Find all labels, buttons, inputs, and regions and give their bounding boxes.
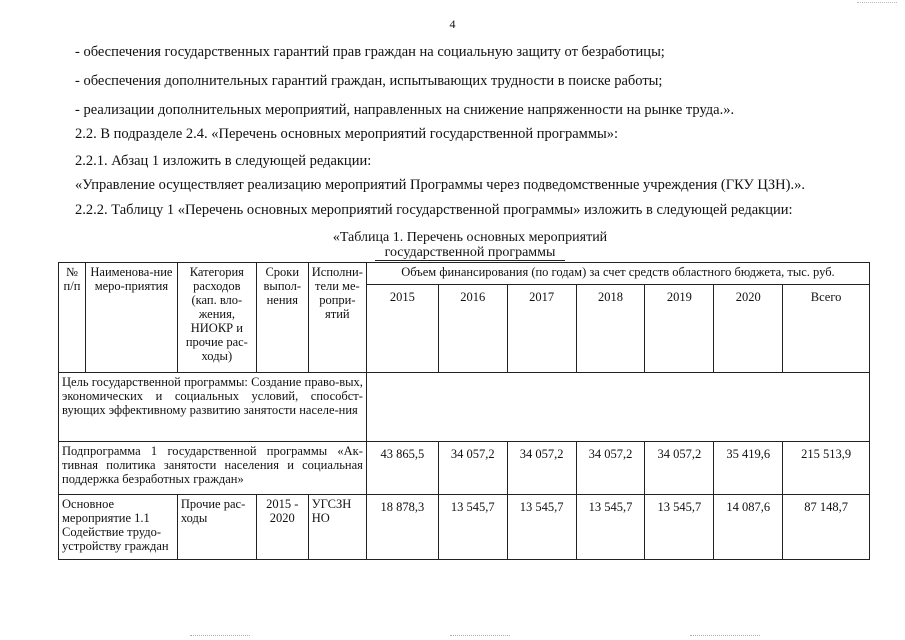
header-name: Наименова-ние меро-приятия	[85, 263, 177, 373]
value-cell: 13 545,7	[507, 495, 576, 560]
paragraph-1: - обеспечения государственных гарантий прав граждан на социальную защиту от безработицы;	[75, 44, 665, 60]
paragraph-5: 2.2.1. Абзац 1 изложить в следующей редакции:	[75, 153, 372, 169]
value-cell: 34 057,2	[507, 442, 576, 495]
header-num: № п/п	[59, 263, 86, 373]
measure-term-cell: 2015 - 2020	[256, 495, 308, 560]
paragraph-3: - реализации дополнительных мероприятий, направленных на снижение напряженности на рынке труда.».	[75, 102, 735, 118]
value-cell: 34 057,2	[576, 442, 645, 495]
goal-empty-cell	[366, 373, 869, 442]
value-cell: 34 057,2	[438, 442, 507, 495]
goal-cell: Цель государственной программы: Создание право-вых, экономических и социальных условий, способст-вующих эффективному развитию занятости населе-ния	[59, 373, 367, 442]
total-cell: 87 148,7	[783, 495, 870, 560]
total-cell: 215 513,9	[783, 442, 870, 495]
year-header: 2020	[714, 285, 783, 373]
year-header: 2018	[576, 285, 645, 373]
header-category: Категория расходов (кап. вло-жения, НИОКР и прочие рас-ходы)	[177, 263, 256, 373]
goal-row	[59, 373, 870, 442]
value-cell: 34 057,2	[645, 442, 714, 495]
header-executor: Исполни-тели ме-ропри-ятий	[308, 263, 366, 373]
value-cell: 35 419,6	[714, 442, 783, 495]
total-header: Всего	[783, 285, 870, 373]
paragraph-2: - обеспечения дополнительных гарантий граждан, испытывающих трудности в поиске работы;	[75, 73, 663, 89]
year-header: 2019	[645, 285, 714, 373]
year-header: 2016	[438, 285, 507, 373]
measure-category-cell: Прочие рас-ходы	[177, 495, 256, 560]
page-number: 4	[449, 17, 456, 31]
measures-table	[58, 262, 870, 560]
value-cell: 18 878,3	[366, 495, 438, 560]
paragraph-7: 2.2.2. Таблицу 1 «Перечень основных мероприятий государственной программы» изложить в следующей редакции:	[75, 202, 793, 218]
value-cell: 13 545,7	[438, 495, 507, 560]
header-term: Сроки выпол-нения	[256, 263, 308, 373]
year-header: 2017	[507, 285, 576, 373]
paragraph-4: 2.2. В подразделе 2.4. «Перечень основных мероприятий государственной программы»:	[75, 126, 619, 142]
value-cell: 13 545,7	[576, 495, 645, 560]
value-cell: 43 865,5	[366, 442, 438, 495]
value-cell: 13 545,7	[645, 495, 714, 560]
measure-executor-cell: УГСЗН НО	[308, 495, 366, 560]
header-funding: Объем финансирования (по годам) за счет средств областного бюджета, тыс. руб.	[366, 263, 869, 285]
measure-name-cell: Основное мероприятие 1.1 Содействие трудо-устройству граждан	[59, 495, 178, 560]
scan-artifact	[857, 2, 897, 3]
table-title-line2: государственной программы	[375, 245, 565, 261]
scan-bottom-edge	[0, 635, 905, 636]
header-row	[59, 263, 870, 285]
paragraph-6: «Управление осуществляет реализацию мероприятий Программы через подведомственные учреждения (ГКУ ЦЗН).».	[75, 177, 805, 193]
main-measure-row	[59, 495, 870, 560]
year-header: 2015	[366, 285, 438, 373]
table-title	[300, 230, 640, 261]
value-cell: 14 087,6	[714, 495, 783, 560]
subprogram-row	[59, 442, 870, 495]
subprogram-cell: Подпрограмма 1 государственной программы «Ак-тивная политика занятости населения и социальная поддержка безработных граждан»	[59, 442, 367, 495]
table-title-line1: «Таблица 1. Перечень основных мероприятий	[332, 230, 608, 245]
